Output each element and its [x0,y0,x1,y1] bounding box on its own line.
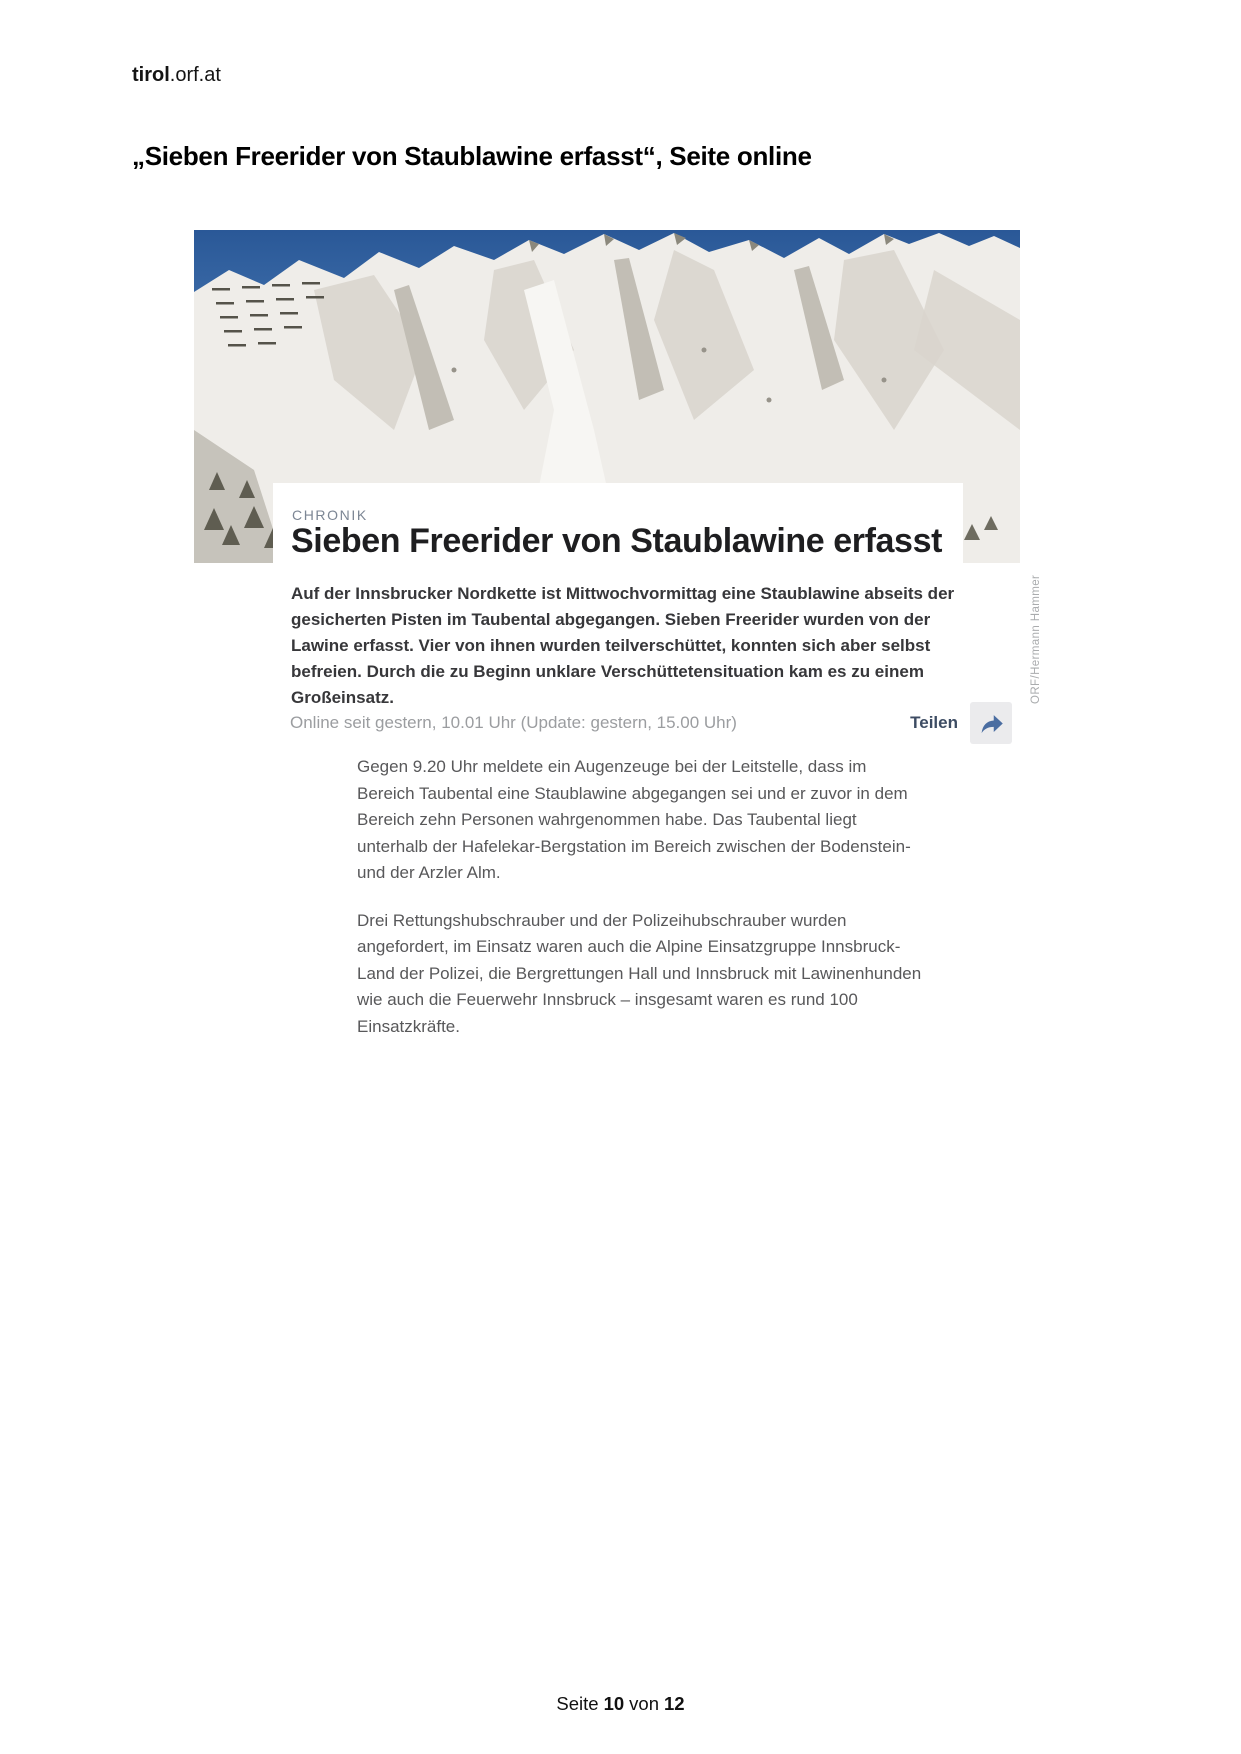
publish-timestamp: Online seit gestern, 10.01 Uhr (Update: gestern, 15.00 Uhr) [290,713,737,732]
document-title: „Sieben Freerider von Staublawine erfasst“, Seite online [132,141,812,171]
footer-seite-label: Seite [556,1693,599,1714]
category-label[interactable]: CHRONIK [292,507,368,523]
footer-von-label: von [629,1693,659,1714]
photo-credit: ORF/Hermann Hammer [1030,574,1042,704]
share-button-label[interactable]: Teilen [910,713,958,732]
article-lead: Auf der Innsbrucker Nordkette ist Mittwochvormittag eine Staublawine abseits der gesicherten Pisten im Taubental abgegangen. Sieben Freerider wurden von der Lawine erfasst. Vier von ihnen wurden teilverschüttet, konnten sich aber selbst befreien. Durch die zu Beginn unklare Verschüttetensituation kam es zu einem Großeinsatz. [291,584,955,707]
article-paragraph: Drei Rettungshubschrauber und der Polizeihubschrauber wurden angefordert, im Einsatz waren auch die Alpine Einsatzgruppe Innsbruck-Land der Polizei, die Bergrettungen Hall und Innsbruck mit Lawinenhunden wie auch die Feuerwehr Innsbruck – insgesamt waren es rund 100 Einsatzkräfte. [357,910,922,1036]
share-arrow-icon[interactable] [970,702,1012,744]
site-reference-rest: .orf.at [169,64,221,86]
footer-total-pages: 12 [664,1693,685,1714]
article-screenshot [194,230,1042,1040]
article-headline: Sieben Freerider von Staublawine erfasst [291,522,943,560]
share-button[interactable] [910,702,1012,744]
article-paragraph: Gegen 9.20 Uhr meldete ein Augenzeuge bei der Leitstelle, dass im Bereich Taubental eine Staublawine abgegangen sei und er zuvor in dem Bereich zehn Personen wahrgenommen habe. Das Taubental liegt unterhalb der Hafelekar-Bergstation im Bereich zwischen der Bodenstein- und der Arzler Alm. [357,757,911,882]
share-arrow-glyph [978,710,1005,737]
article-body [357,754,923,1061]
footer-page-number: 10 [603,1693,625,1714]
page-footer [0,1693,1241,1715]
site-reference-bold: tirol [132,64,170,86]
article-meta-row [290,702,1012,744]
site-reference [132,64,221,87]
